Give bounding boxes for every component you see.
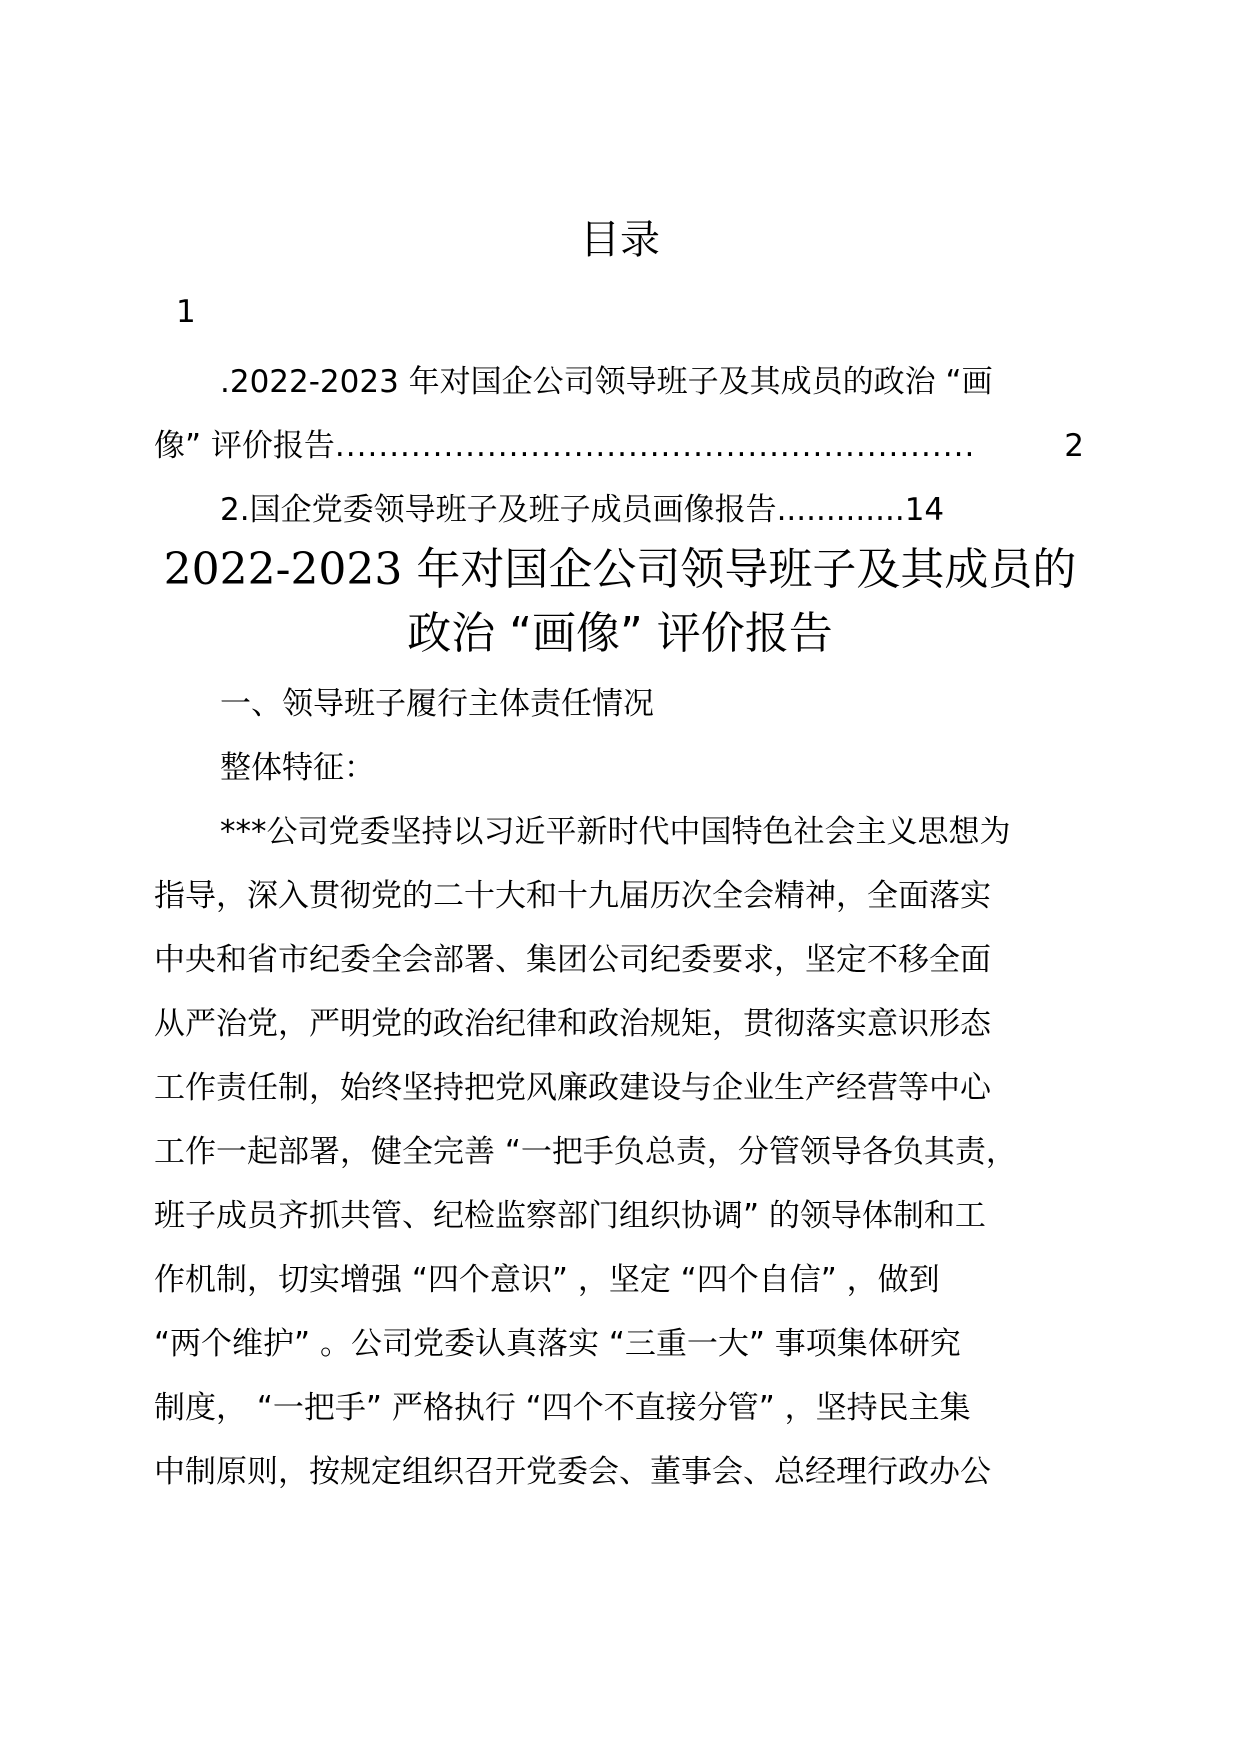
section-title: 一、领导班子履行主体责任情况 <box>220 686 654 722</box>
toc-leader-dots: ............. <box>776 492 905 528</box>
toc-entry[interactable] <box>154 350 1084 478</box>
toc-entry[interactable] <box>220 478 1020 542</box>
toc-leader-dots: ........................................................... <box>334 428 976 464</box>
paragraph-line: 制度， “一把手” 严格执行 “四个不直接分管” ，坚持民主集 <box>154 1390 971 1426</box>
toc-entry-text-line2: 像” 评价报告 <box>154 428 335 464</box>
paragraph-line: 作机制，切实增强 “四个意识” ，坚定 “四个自信” ，做到 <box>154 1262 940 1298</box>
toc-entry-text: 2.国企党委领导班子及班子成员画像报告 <box>220 492 777 528</box>
paragraph-line: 中央和省市纪委全会部署、集团公司纪委要求，坚定不移全面 <box>154 942 991 978</box>
body-paragraph <box>154 800 1114 1504</box>
paragraph-line: “两个维护” 。公司党委认真落实 “三重一大” 事项集体研究 <box>154 1326 961 1362</box>
paragraph-line: ***公司党委坚持以习近平新时代中国特色社会主义思想为 <box>220 814 1011 850</box>
paragraph-line: 从严治党，严明党的政治纪律和政治规矩，贯彻落实意识形态 <box>154 1006 991 1042</box>
document-heading <box>0 538 1240 666</box>
subsection-label: 整体特征： <box>220 750 375 786</box>
paragraph-line: 工作责任制，始终坚持把党风廉政建设与企业生产经营等中心 <box>154 1070 991 1106</box>
paragraph-line: 指导，深入贯彻党的二十大和十九届历次全会精神，全面落实 <box>154 878 991 914</box>
toc-page-number: 14 <box>904 492 945 528</box>
paragraph-line: 工作一起部署，健全完善 “一把手负总责，分管领导各负其责， <box>154 1134 1017 1170</box>
heading-line-1: 2022-2023 年对国企公司领导班子及其成员的 <box>163 544 1077 595</box>
toc-page-number: 2 <box>1064 428 1084 464</box>
toc-number: 1 <box>176 294 196 330</box>
toc-entry-text-line1: .2022-2023 年对国企公司领导班子及其成员的政治 “画 <box>220 364 993 400</box>
paragraph-line: 中制原则，按规定组织召开党委会、董事会、总经理行政办公 <box>154 1454 991 1490</box>
heading-line-2: 政治 “画像” 评价报告 <box>407 608 833 659</box>
toc-entry-text-line2-row <box>154 414 1084 478</box>
toc-title: 目录 <box>580 217 660 263</box>
paragraph-line: 班子成员齐抓共管、纪检监察部门组织协调” 的领导体制和工 <box>154 1198 986 1234</box>
